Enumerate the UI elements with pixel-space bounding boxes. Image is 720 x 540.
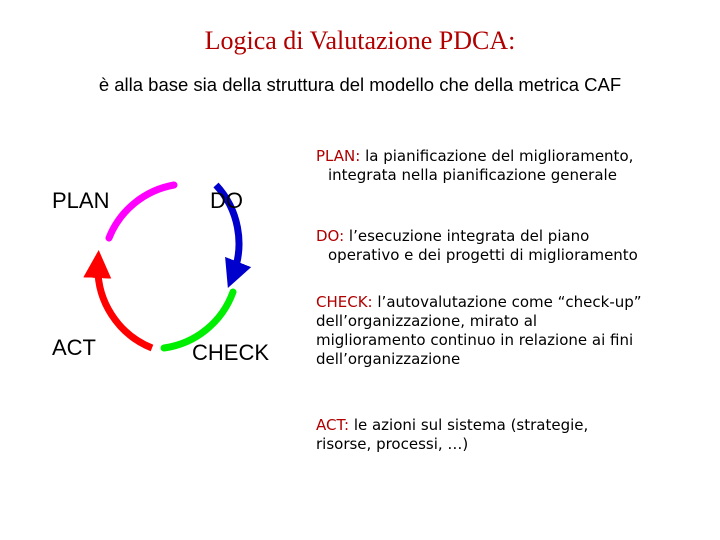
plan-description	[316, 147, 696, 185]
page-subtitle: è alla base sia della struttura del modello che della metrica CAF	[98, 74, 622, 95]
act-description	[316, 416, 696, 454]
do-text-line1: l’esecuzione integrata del piano	[344, 227, 590, 245]
check-text-line1: l’autovalutazione come “check-up”	[372, 293, 642, 311]
do-key: DO:	[316, 227, 345, 245]
check-text-line4: dell’organizzazione	[316, 350, 461, 368]
page-title: Logica di Valutazione PDCA:	[204, 26, 516, 55]
plan-key: PLAN:	[316, 147, 361, 165]
check-text-line3: miglioramento continuo in relazione ai fini	[316, 331, 634, 349]
plan-label: PLAN	[52, 188, 110, 213]
act-text-line1: le azioni sul sistema (strategie,	[349, 416, 589, 434]
act-text-line2: risorse, processi, …)	[316, 435, 469, 453]
do-label: DO	[210, 188, 243, 213]
check-label: CHECK	[192, 340, 270, 365]
check-description	[316, 293, 696, 369]
act-arrow	[98, 264, 152, 348]
do-text-line2: operativo e dei progetti di miglioramento	[328, 246, 638, 264]
act-label: ACT	[52, 335, 96, 360]
do-description	[316, 227, 696, 265]
check-key: CHECK:	[316, 293, 373, 311]
plan-text-line2: integrata nella pianificazione generale	[328, 166, 617, 184]
plan-arc	[109, 185, 174, 238]
act-key: ACT:	[316, 416, 350, 434]
pdca-cycle	[40, 180, 340, 390]
check-text-line2: dell’organizzazione, mirato al	[316, 312, 538, 330]
plan-text-line1: la pianificazione del miglioramento,	[360, 147, 634, 165]
